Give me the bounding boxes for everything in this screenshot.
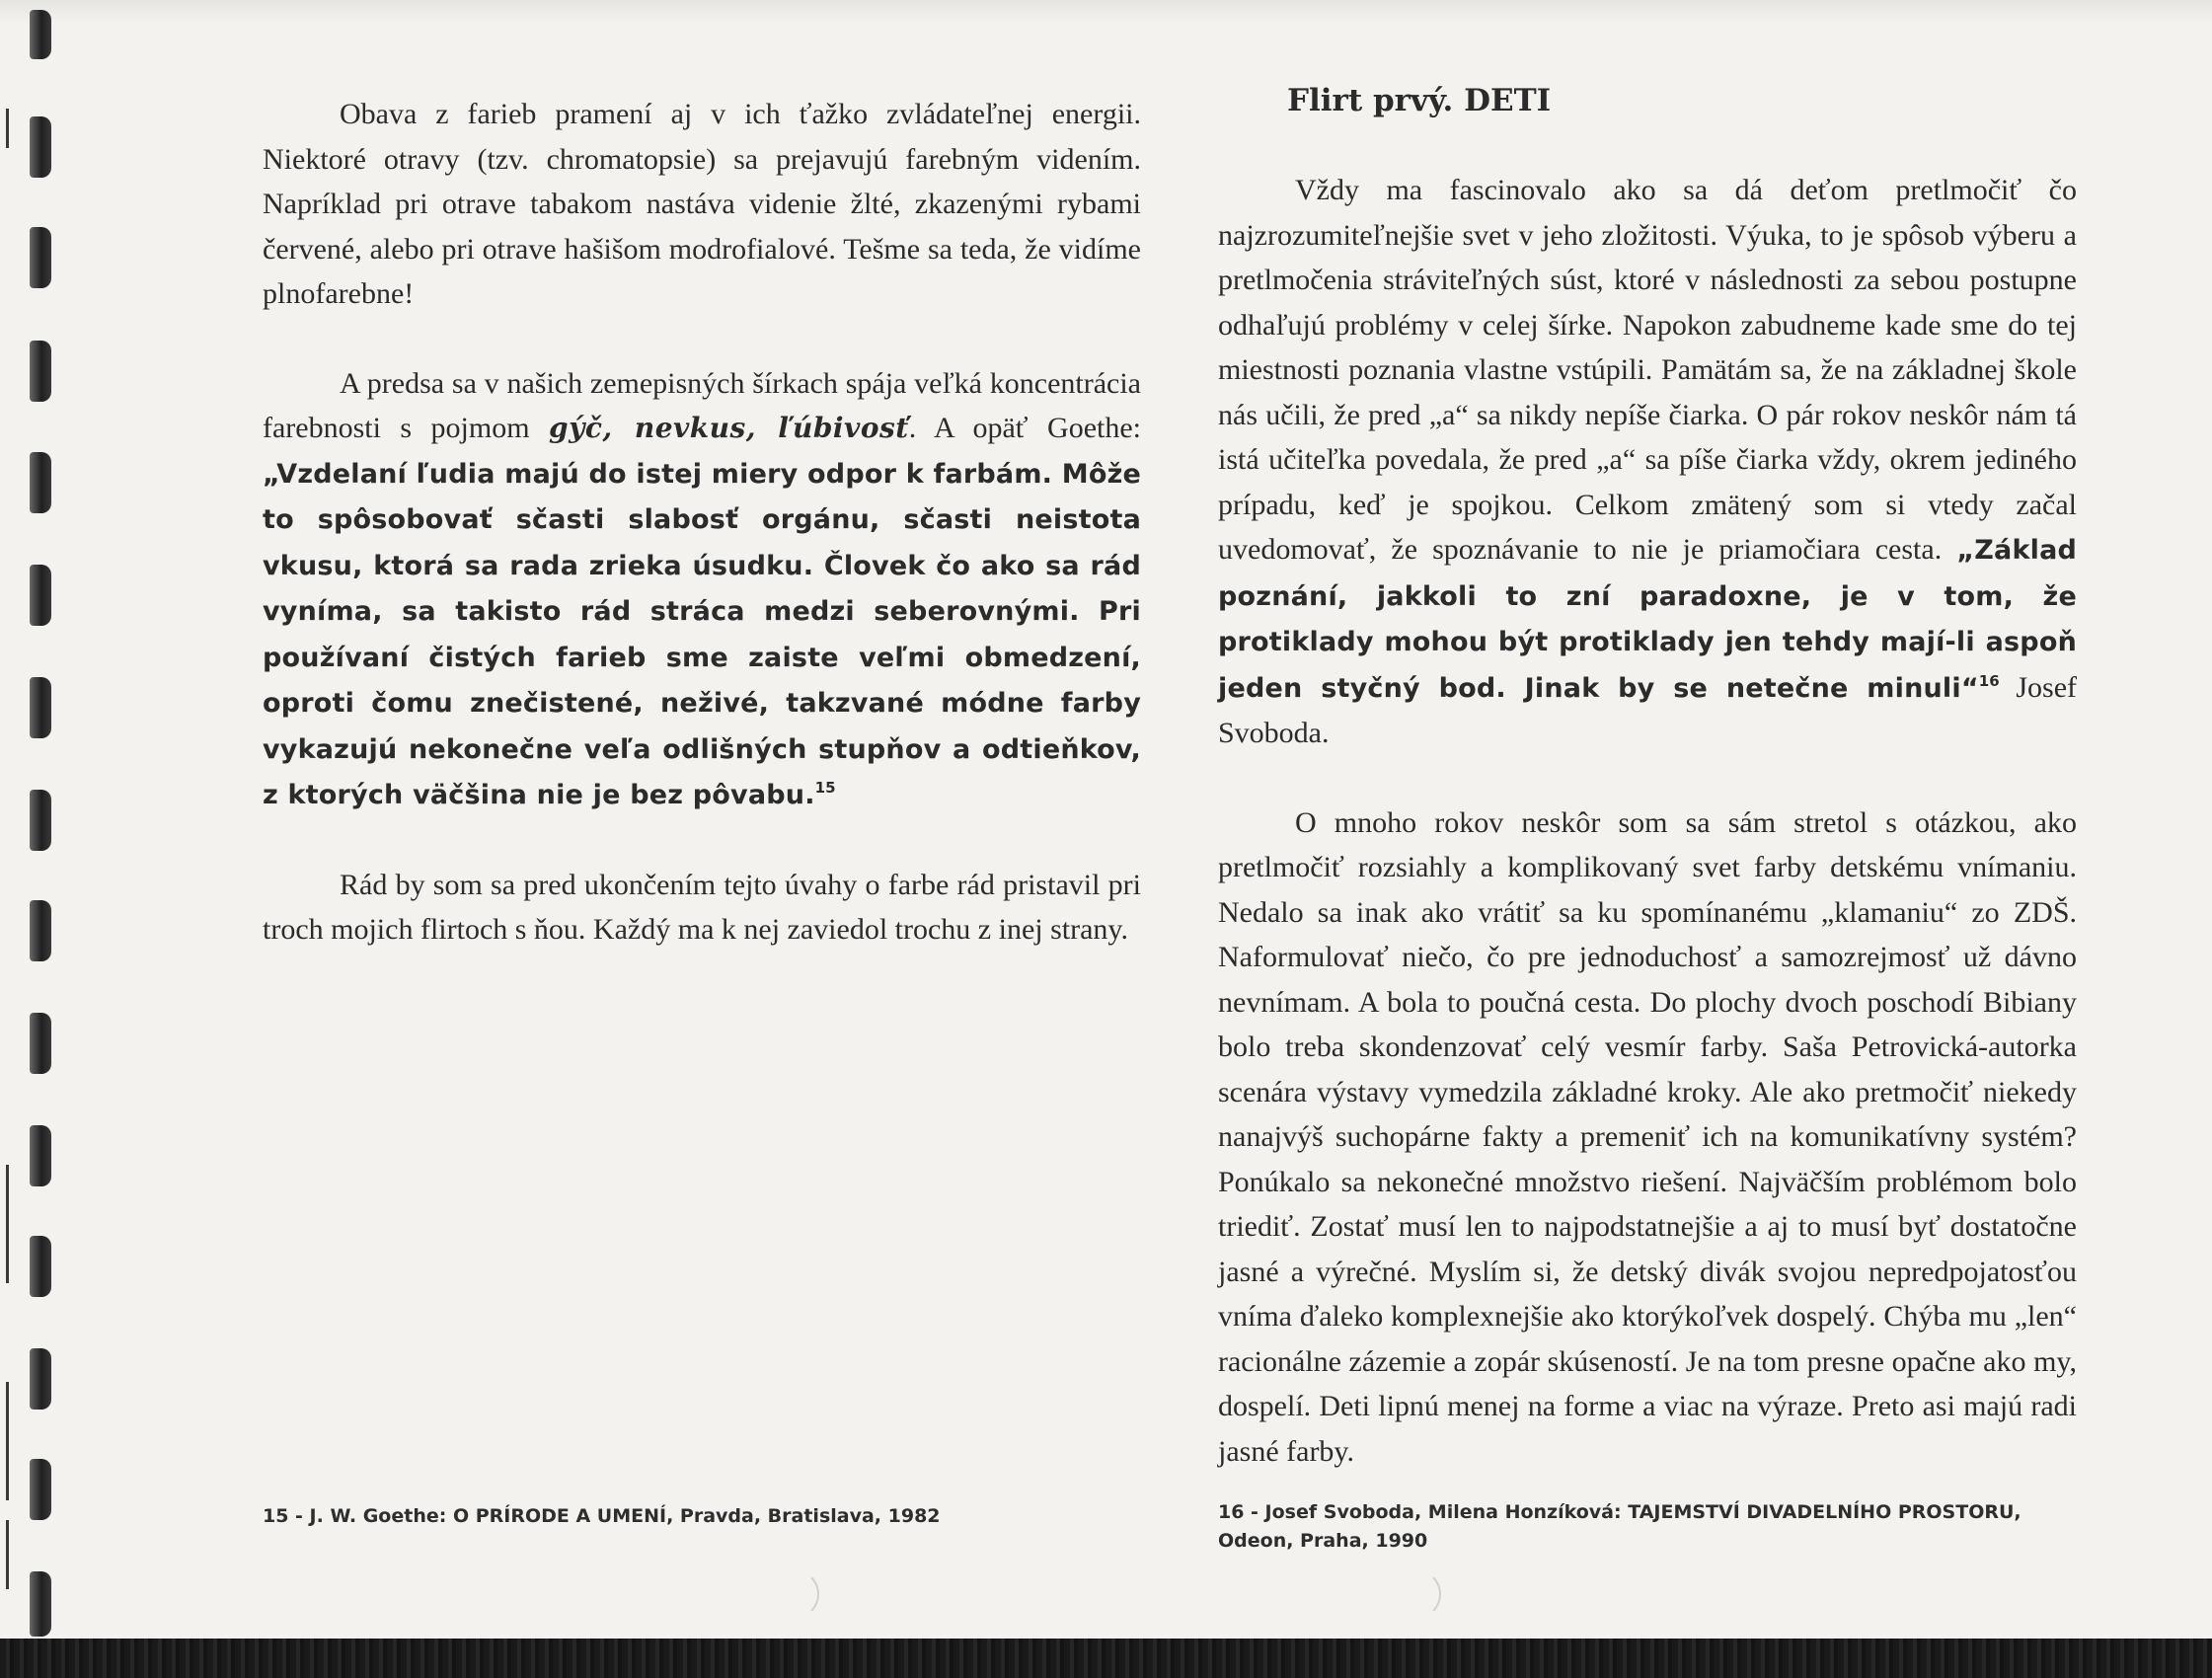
right-paragraph-2: O mnoho rokov neskôr som sa sám stretol s otázkou, ako pretlmočiť rozsiahly a komplikovaný svet farby detskému vnímaniu. Nedalo sa inak ako vrátiť sa ku spomínanému „klamaniu“ zo ZDŠ. Naformulovať niečo, čo pre jednoduchosť a samozrejmosť už dávno nevnímam. A bola to poučná cesta. Do plochy dvoch poschodí Bibiany bolo treba skondenzovať celý vesmír farby. Saša Petrovická-autorka scenára výstavy vymedzila základné kroky. Ale ako pretmočiť niekedy nanajvýš suchopárne fakty a premeniť ich na komunikatívny systém? Ponúkalo sa nekonečné množstvo riešení. Najväčším problémom bolo triediť. Zostať musí len to najpodstatnejšie a aj to musí byť dostatočne jasné a výrečné. Myslím si, že detský divák svojou nepredpojatosťou vníma ďaleko komplexnejšie ako ktorýkoľvek dospelý. Chýba mu „len“ racionálne zázemie a zopár skúseností. Je na tom presne opačne ako my, dospelí. Deti lipnú menej na forme a viac na výraze. Preto asi majú radi jasné farby. — [1218, 805, 2077, 1468]
footnote-ref-16: 16 — [1978, 671, 2000, 690]
binding-ring — [30, 1571, 51, 1637]
left-paragraph-1: Obava z farieb pramení aj v ich ťažko zvládateľnej energii. Niektoré otravy (tzv. chromatopsie) sa prejavujú farebným videním. Napríklad pri otrave tabakom nastáva videnie žlté, zkazenými rybami červené, alebo pri otrave hašišom modrofialové. Tešme sa teda, že vidíme plnofarebne! — [263, 98, 1141, 310]
scanner-bottom-edge — [0, 1639, 2212, 1678]
left-paragraph-2: A predsa sa v našich zemepisných šírkach spája veľká koncentrácia farebnosti s pojmom gýč, nevkus, ľúbivosť. A opäť Goethe: „Vzdelaní ľudia majú do istej miery odpor k farbám. Môže to spôsobovať sčasti slabosť orgánu, sčasti neistota vkusu, ktorá sa rada zrieka úsudku. Človek čo ako sa rád vyníma, sa takisto rád stráca medzi seberovnými. Pri používaní čistých farieb sme zaiste veľmi obmedzení, oproti čomu znečistené, neživé, takzvané módne farby vykazujú nekonečne veľa odlišných stupňov a odtieňkov, z ktorých väčšina nie je bez pôvabu.$^{15}$ — [263, 366, 1141, 810]
section-heading: Flirt prvý. DETI — [1287, 83, 1552, 118]
footnote-15: 15 - J. W. Goethe: O PRÍRODE A UMENÍ, Pravda, Bratislava, 1982 — [263, 1505, 941, 1527]
page-number-mark-right — [1392, 1569, 1441, 1619]
footnote-16: 16 - Josef Svoboda, Milena Honzíková: TAJEMSTVÍ DIVADELNÍHO PROSTORU, Odeon, Praha, 1990 — [1218, 1501, 2021, 1550]
footnote-ref-15: 15 — [814, 779, 836, 797]
binding-ring — [30, 677, 51, 738]
binding-ring — [30, 565, 51, 626]
binding-ring — [30, 1348, 51, 1410]
binding-edge — [6, 1165, 9, 1283]
binding-ring — [30, 1459, 51, 1520]
binding-ring — [30, 116, 51, 178]
binding-ring — [30, 341, 51, 402]
left-page-text — [263, 92, 1141, 953]
page-number-mark-left — [770, 1569, 819, 1619]
binding-ring — [30, 1125, 51, 1186]
left-paragraph-3: Rád by som sa pred ukončením tejto úvahy o farbe rád pristavil pri troch mojich flirtoch s ňou. Každý ma k nej zaviedol trochu z inej strany. — [263, 868, 1141, 946]
spiral-binding — [0, 0, 69, 1639]
binding-ring — [30, 452, 51, 513]
top-shadow — [0, 0, 2212, 24]
binding-ring — [30, 227, 51, 288]
binding-ring — [30, 10, 51, 59]
binding-edge — [6, 1382, 9, 1500]
goethe-quote: „Vzdelaní ľudia majú do istej miery odpor k farbám. Môže to spôsobovať sčasti slabosť orgánu, sčasti neistota vkusu, ktorá sa rada zrieka úsudku. Človek čo ako sa rád vyníma, sa takisto rád stráca medzi seberovnými. Pri používaní čistých farieb sme zaiste veľmi obmedzení, oproti čomu znečistené, neživé, takzvané módne farby vykazujú nekonečne veľa odlišných stupňov a odtieňkov, z ktorých väčšina nie je bez pôvabu. — [263, 458, 1141, 810]
binding-ring — [30, 900, 51, 961]
binding-ring — [30, 1013, 51, 1074]
binding-ring — [30, 1236, 51, 1297]
right-page-text — [1218, 83, 2077, 1474]
kitsch-terms: gýč, nevkus, ľúbivosť — [549, 412, 909, 444]
right-paragraph-1: Vždy ma fascinovalo ako sa dá deťom pretlmočiť čo najzrozumiteľnejšie svet v jeho zložitosti. Výuka, to je spôsob výberu a pretlmočenia stráviteľných súst, ktoré v následnosti za sebou postupne odhaľujú problémy v celej šírke. Napokon zabudneme kade sme do tej miestnosti poznania vlastne vstúpili. Pamätám sa, že na základnej škole nás učili, že pred „a“ sa nikdy nepíše čiarka. O pár rokov neskôr nám tá istá učiteľka povedala, že pred „a“ sa píše čiarka vždy, okrem jediného prípadu, keď je spojkou. Celkom zmätený som si vtedy začal uvedomovať, že spoznávanie to nie je priamočiara cesta. „Základ poznání, jakkoli to zní paradoxne, je v tom, že protiklady mohou být protiklady jen tehdy mají-li aspoň jeden styčný bod. Jinak by se netečne minuli“$^{16}$ Josef Svoboda. — [1218, 174, 2078, 749]
binding-edge — [6, 109, 9, 148]
binding-edge — [6, 1520, 9, 1589]
svoboda-quote: „Základ poznání, jakkoli to zní paradoxne, je v tom, že protiklady mohou být protiklady jen tehdy mají-li aspoň jeden styčný bod. Jinak by se netečne minuli“ — [1218, 535, 2078, 704]
binding-ring — [30, 790, 51, 851]
